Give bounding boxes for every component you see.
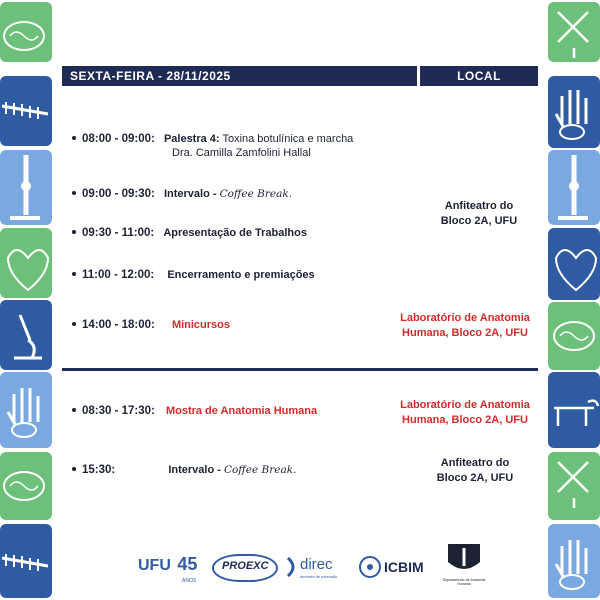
schedule-detail: Coffee Break. <box>223 464 297 476</box>
speaker-name: Dra. Camilla Zamfolini Hallal <box>172 147 311 159</box>
bullet-icon <box>72 191 76 195</box>
leg-bone-tile <box>0 150 52 225</box>
schedule-title: Mostra de Anatomia Humana <box>165 405 318 417</box>
instruments-tile-2 <box>548 452 600 520</box>
schedule-item <box>72 404 317 418</box>
hand-bones-icon <box>0 372 52 448</box>
heart-tile-right <box>548 228 600 300</box>
microscope-tile <box>0 300 52 370</box>
sponsor-logos <box>130 540 490 590</box>
dah-logo <box>438 542 490 590</box>
hand-bones-icon <box>548 76 600 148</box>
schedule-item <box>72 132 353 160</box>
brain-tile <box>0 2 52 62</box>
bullet-icon <box>72 230 76 234</box>
schedule-time: 15:30: <box>82 464 116 476</box>
spine-icon <box>0 524 52 598</box>
location-line: Anfiteatro do <box>444 200 514 212</box>
bullet-icon <box>72 272 76 276</box>
spine-tile <box>0 76 52 146</box>
icbim-logo <box>358 554 430 582</box>
schedule-detail: Toxina botulínica e marcha <box>222 133 354 145</box>
proexc-logo <box>212 554 278 582</box>
location-label <box>390 311 540 341</box>
brain-icon <box>0 2 52 62</box>
location-line: Bloco 2A, UFU <box>440 215 518 227</box>
heart-icon <box>0 228 52 298</box>
icbim-logo-text: ICBIM <box>384 559 424 575</box>
bullet-icon <box>72 136 76 140</box>
schedule-time: 09:00 - 09:30: <box>82 188 155 200</box>
spine-tile-2 <box>0 524 52 598</box>
location-line: Humana, Bloco 2A, UFU <box>402 327 528 339</box>
location-line: Anfiteatro do <box>440 457 510 469</box>
brain-tile-right <box>548 302 600 370</box>
schedule-time: 14:00 - 18:00: <box>82 319 155 331</box>
animal-skeleton-icon <box>548 372 600 448</box>
location-label <box>416 456 534 486</box>
schedule-time: 08:00 - 09:00: <box>82 133 155 145</box>
left-decoration-column <box>0 0 52 600</box>
ufu-logo-text: UFU <box>138 557 171 574</box>
leg-bone-icon <box>0 150 52 225</box>
ufu-anos: ANOS <box>182 578 197 584</box>
direc-logo-text: direc <box>300 556 333 573</box>
proexc-logo-text: PROEXC <box>222 560 269 572</box>
brain-icon <box>0 452 52 520</box>
leg-bone-tile-right <box>548 150 600 225</box>
schedule-item <box>72 318 230 332</box>
skeleton-tile <box>548 372 600 448</box>
schedule-time: 11:00 - 12:00: <box>82 269 155 281</box>
schedule-title: Apresentação de Trabalhos <box>163 227 307 239</box>
schedule-title: Intervalo - <box>168 464 221 476</box>
schedule-item <box>72 187 292 201</box>
location-line: Laboratório de Anatomia <box>400 399 530 411</box>
schedule-title: Palestra 4: <box>163 133 220 145</box>
brain-tile-2 <box>0 452 52 520</box>
schedule-time: 08:30 - 17:30: <box>82 405 155 417</box>
microscope-icon <box>0 300 52 370</box>
surgical-instruments-icon <box>548 452 600 520</box>
ufu-logo <box>138 554 198 584</box>
direc-subtitle: diretoria de extensão <box>300 574 338 579</box>
hand-tile-right-2 <box>548 524 600 598</box>
location-line: Bloco 2A, UFU <box>436 472 514 484</box>
brain-icon <box>548 302 600 370</box>
schedule-time: 09:30 - 11:00: <box>82 227 155 239</box>
dah-logo-text: Departamento de Anatomia Humana <box>442 578 486 586</box>
location-line: Laboratório de Anatomia <box>400 312 530 324</box>
icbim-mark-icon <box>358 554 382 580</box>
local-header: LOCAL <box>420 66 538 86</box>
schedule-detail: Coffee Break. <box>219 188 293 200</box>
bullet-icon <box>72 408 76 412</box>
schedule-item <box>72 463 296 477</box>
hand-bones-icon <box>548 524 600 598</box>
instruments-tile <box>548 2 600 62</box>
hand-tile-right <box>548 76 600 148</box>
leg-bone-icon <box>548 150 600 225</box>
heart-icon <box>548 228 600 300</box>
location-label <box>390 398 540 428</box>
schedule-item <box>72 268 315 282</box>
hand-tile <box>0 372 52 448</box>
schedule-title: Minicursos <box>171 319 231 331</box>
bullet-icon <box>72 322 76 326</box>
ufu-years: 45 <box>177 554 198 574</box>
schedule-item <box>72 226 307 240</box>
dah-shield-icon <box>444 542 484 576</box>
spine-icon <box>0 76 52 146</box>
surgical-instruments-icon <box>548 2 600 62</box>
bullet-icon <box>72 467 76 471</box>
direc-logo <box>286 556 346 582</box>
schedule-title: Intervalo - <box>163 188 217 200</box>
right-decoration-column <box>548 0 600 600</box>
section-divider <box>62 368 538 371</box>
direc-mark-icon <box>286 556 300 578</box>
location-line: Humana, Bloco 2A, UFU <box>402 414 528 426</box>
day-header: SEXTA-FEIRA - 28/11/2025 <box>62 66 417 86</box>
schedule-title: Encerramento e premiações <box>167 269 315 281</box>
heart-tile <box>0 228 52 298</box>
location-label <box>420 199 538 229</box>
